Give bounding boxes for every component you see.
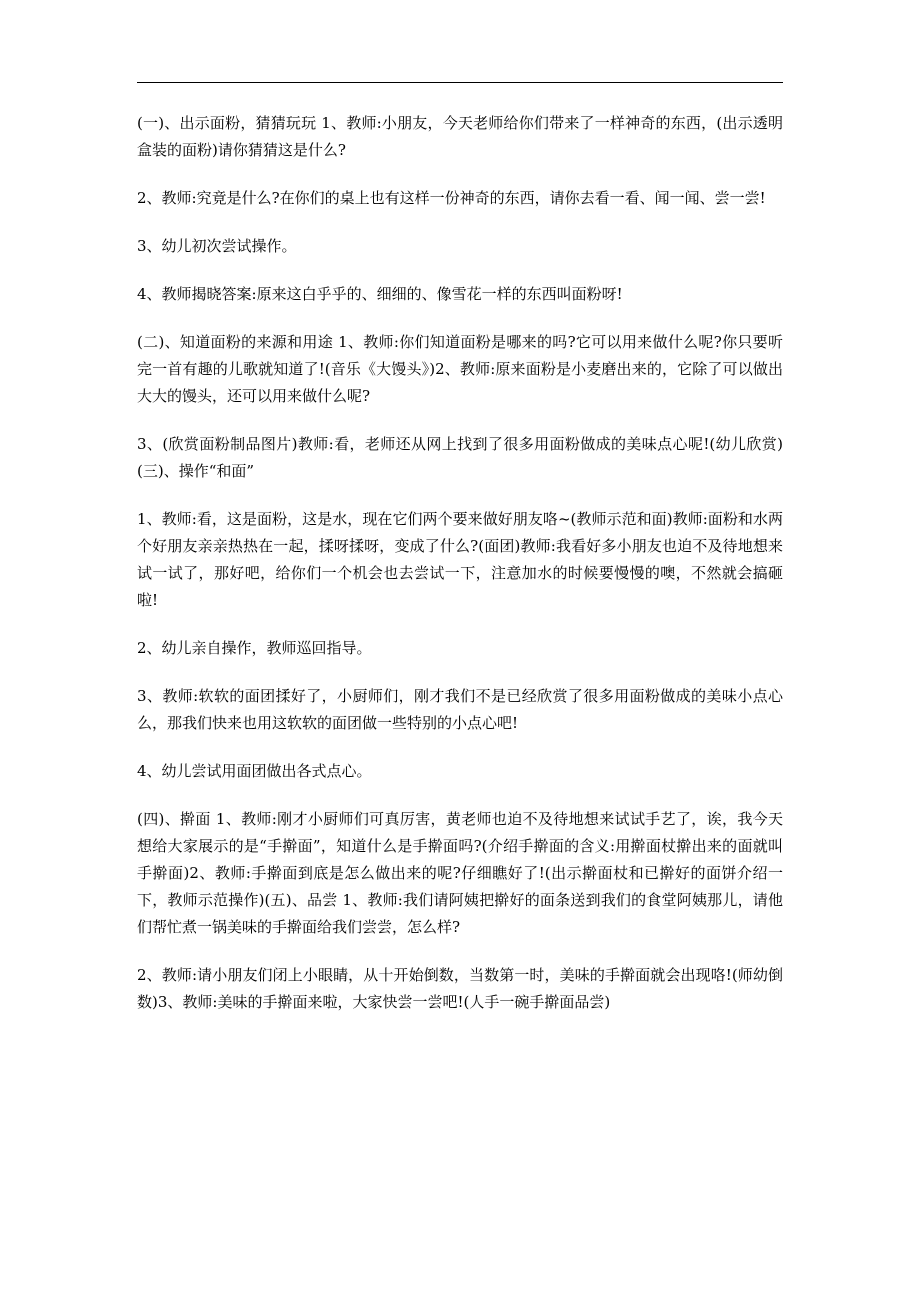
paragraph-1: (一)、出示面粉，猜猜玩玩 1、教师:小朋友，今天老师给你们带来了一样神奇的东西，(出示透明盒装的面粉)请你猜猜这是什么? [137,114,783,159]
paragraph-11: (四)、擀面 1、教师:刚才小厨师们可真厉害，黄老师也迫不及待地想来试试手艺了，诶，我今天想给大家展示的是“手擀面”，知道什么是手擀面吗?(介绍手擀面的含义:用擀面杖擀出来的面就叫手擀面)2、教师:手擀面到底是怎么做出来的呢?仔细瞧好了!(出示擀面杖和已擀好的面饼介绍一下，教师示范操作)(五)、品尝 1、教师:我们请阿姨把擀好的面条送到我们的食堂阿姨那儿，请他们帮忙煮一锅美味的手擀面给我们尝尝，怎么样? [137,810,783,936]
header-rule [137,82,783,83]
paragraph-4: 4、教师揭晓答案:原来这白乎乎的、细细的、像雪花一样的东西叫面粉呀! [137,285,623,303]
paragraph-10: 4、幼儿尝试用面团做出各式点心。 [137,762,372,780]
paragraph-9: 3、教师:软软的面团揉好了，小厨师们，刚才我们不是已经欣赏了很多用面粉做成的美味小点心么，那我们快来也用这软软的面团做一些特别的小点心吧! [137,687,783,732]
paragraph-2: 2、教师:究竟是什么?在你们的桌上也有这样一份神奇的东西，请你去看一看、闻一闻、尝一尝! [137,189,766,207]
paragraph-3: 3、幼儿初次尝试操作。 [137,237,297,255]
paragraph-7: 1、教师:看，这是面粉，这是水，现在它们两个要来做好朋友咯~(教师示范和面)教师:面粉和水两个好朋友亲亲热热在一起，揉呀揉呀，变成了什么?(面团)教师:我看好多小朋友也迫不及待地想来试一试了，那好吧，给你们一个机会也去尝试一下，注意加水的时候要慢慢的噢，不然就会搞砸啦! [137,510,783,609]
document-body [137,110,783,1037]
paragraph-5: (二)、知道面粉的来源和用途 1、教师:你们知道面粉是哪来的吗?它可以用来做什么呢?你只要听完一首有趣的儿歌就知道了!(音乐《大馒头》)2、教师:原来面粉是小麦磨出来的，它除了可以做出大大的馒头，还可以用来做什么呢? [137,333,783,405]
paragraph-8: 2、幼儿亲自操作，教师巡回指导。 [137,639,372,657]
paragraph-12: 2、教师:请小朋友们闭上小眼睛，从十开始倒数，当数第一时，美味的手擀面就会出现咯!(师幼倒数)3、教师:美味的手擀面来啦，大家快尝一尝吧!(人手一碗手擀面品尝) [137,966,783,1011]
paragraph-6: 3、(欣赏面粉制品图片)教师:看，老师还从网上找到了很多用面粉做成的美味点心呢!(幼儿欣赏)(三)、操作“和面” [137,435,783,480]
